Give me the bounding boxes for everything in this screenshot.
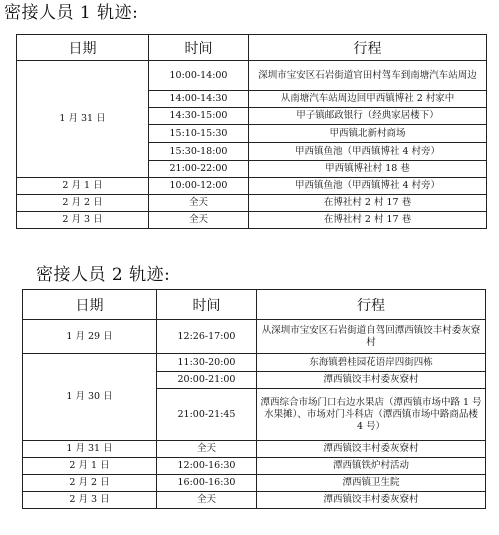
- itinerary-cell: 潭西镇饺丰村委灰寮村: [257, 372, 486, 389]
- itinerary-cell: 甲西镇鱼池（甲西镇博社 4 村旁）: [249, 143, 487, 161]
- time-cell: 15:10-15:30: [149, 125, 249, 143]
- time-cell: 全天: [149, 212, 249, 229]
- itinerary-cell: 潭西镇铁炉村活动: [257, 458, 486, 475]
- date-cell: 1 月 30 日: [23, 354, 157, 441]
- itinerary-cell: 深圳市宝安区石岩街道官田村驾车到南塘汽车站周边: [249, 61, 487, 91]
- table-row: [17, 212, 487, 229]
- itinerary-cell: 甲西镇鱼池（甲西镇博社 4 村旁）: [249, 178, 487, 195]
- date-cell: 2 月 2 日: [17, 195, 149, 212]
- table-row: [17, 195, 487, 212]
- header-date: 日期: [23, 290, 157, 320]
- itinerary-cell: 潭西镇卫生院: [257, 475, 486, 492]
- header-itinerary: 行程: [257, 290, 486, 320]
- itinerary-cell: 甲西镇博社村 18 巷: [249, 161, 487, 178]
- itinerary-cell: 潭西综合市场门口右边水果店（潭西镇市场中路 1 号水果摊）、市场对门斗科店（潭西镇市场中路商品楼 4 号）: [257, 389, 486, 441]
- time-cell: 10:00-14:00: [149, 61, 249, 91]
- date-cell: 1 月 29 日: [23, 320, 157, 354]
- time-cell: 11:30-20:00: [157, 354, 257, 372]
- time-cell: 15:30-18:00: [149, 143, 249, 161]
- time-cell: 全天: [149, 195, 249, 212]
- time-cell: 全天: [157, 441, 257, 458]
- time-cell: 14:00-14:30: [149, 91, 249, 108]
- itinerary-cell: 甲西镇北新村商场: [249, 125, 487, 143]
- table-row: [23, 320, 486, 354]
- time-cell: 全天: [157, 492, 257, 509]
- itinerary-cell: 潭西镇饺丰村委灰寮村: [257, 441, 486, 458]
- time-cell: 21:00-21:45: [157, 389, 257, 441]
- time-cell: 12:00-16:30: [157, 458, 257, 475]
- itinerary-cell: 从南塘汽车站周边回甲西镇博社 2 村家中: [249, 91, 487, 108]
- header-time: 时间: [149, 35, 249, 61]
- table-row: [23, 492, 486, 509]
- itinerary-cell: 甲子镇邮政银行（经典家居楼下）: [249, 108, 487, 125]
- date-cell: 2 月 1 日: [23, 458, 157, 475]
- date-cell: 2 月 3 日: [23, 492, 157, 509]
- time-cell: 20:00-21:00: [157, 372, 257, 389]
- itinerary-cell: 东海镇碧桂园花语岸四街四栋: [257, 354, 486, 372]
- itinerary-cell: 潭西镇饺丰村委灰寮村: [257, 492, 486, 509]
- time-cell: 10:00-12:00: [149, 178, 249, 195]
- contact-2-itinerary-table: [22, 289, 486, 509]
- contact-1-title: 密接人员 1 轨迹:: [4, 3, 139, 23]
- table-row: [17, 178, 487, 195]
- time-cell: 16:00-16:30: [157, 475, 257, 492]
- header-date: 日期: [17, 35, 149, 61]
- table-row: [23, 475, 486, 492]
- table-row: [23, 441, 486, 458]
- contact-1-itinerary-table: [16, 34, 487, 229]
- table-row: [23, 354, 486, 372]
- date-cell: 1 月 31 日: [17, 61, 149, 178]
- table-row: [17, 61, 487, 91]
- time-cell: 14:30-15:00: [149, 108, 249, 125]
- date-cell: 2 月 3 日: [17, 212, 149, 229]
- time-cell: 21:00-22:00: [149, 161, 249, 178]
- date-cell: 1 月 31 日: [23, 441, 157, 458]
- table-row: [23, 458, 486, 475]
- header-time: 时间: [157, 290, 257, 320]
- contact-2-title: 密接人员 2 轨迹:: [36, 265, 171, 285]
- header-itinerary: 行程: [249, 35, 487, 61]
- date-cell: 2 月 1 日: [17, 178, 149, 195]
- time-cell: 12:26-17:00: [157, 320, 257, 354]
- itinerary-cell: 在博社村 2 村 17 巷: [249, 195, 487, 212]
- itinerary-cell: 从深圳市宝安区石岩街道自驾回潭西镇饺丰村委灰寮村: [257, 320, 486, 354]
- date-cell: 2 月 2 日: [23, 475, 157, 492]
- itinerary-cell: 在博社村 2 村 17 巷: [249, 212, 487, 229]
